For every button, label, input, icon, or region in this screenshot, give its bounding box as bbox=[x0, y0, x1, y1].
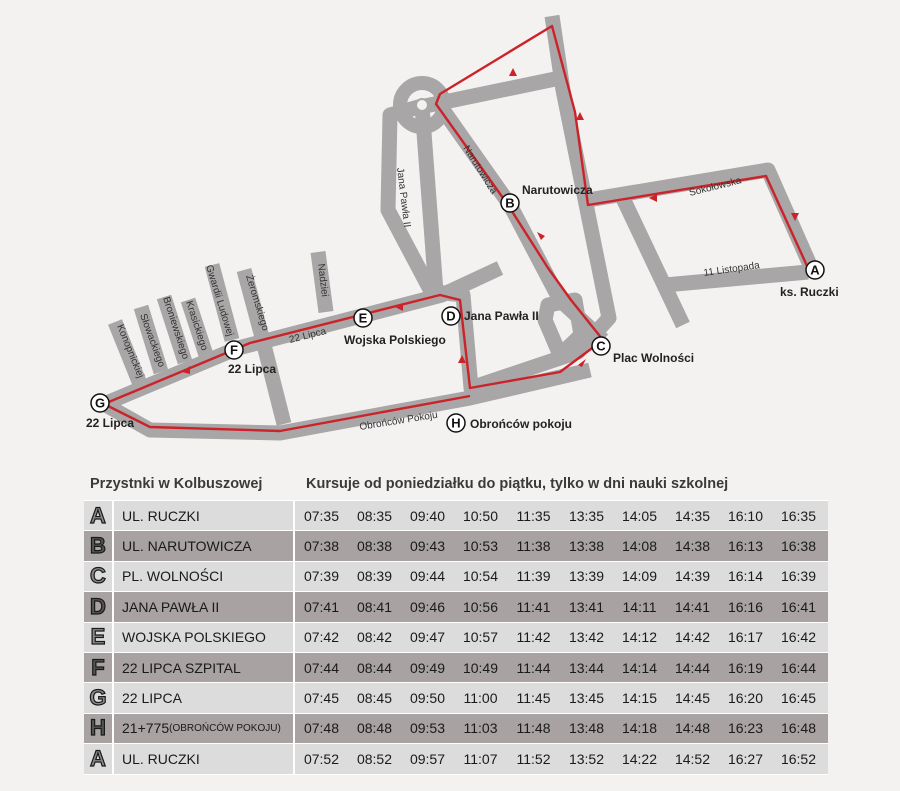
table-row bbox=[84, 652, 828, 682]
stop-name bbox=[114, 683, 295, 712]
stop-b-label: Narutowicza bbox=[522, 183, 593, 197]
departure-time: 11:38 bbox=[516, 538, 551, 555]
departure-time: 07:44 bbox=[303, 659, 340, 676]
departure-time: 14:05 bbox=[621, 507, 658, 524]
departure-time: 14:35 bbox=[674, 507, 711, 524]
street-label-sokolowska: Sokołowska bbox=[688, 175, 743, 199]
svg-text:H: H bbox=[451, 415, 461, 431]
departure-time: 11:42 bbox=[516, 629, 551, 646]
stop-letter-badge: D bbox=[84, 592, 114, 621]
departure-time: 13:42 bbox=[568, 629, 605, 646]
table-row bbox=[84, 743, 828, 774]
departure-time: 08:45 bbox=[356, 690, 393, 707]
departure-time: 08:41 bbox=[356, 598, 393, 615]
departure-time: 16:45 bbox=[780, 690, 817, 707]
departure-time: 16:17 bbox=[727, 629, 764, 646]
street-label-slowackiego: Słowackiego bbox=[137, 312, 167, 369]
departure-time: 14:44 bbox=[674, 659, 711, 676]
departure-time: 14:15 bbox=[621, 690, 658, 707]
departure-time: 16:20 bbox=[727, 690, 764, 707]
departure-time: 09:53 bbox=[409, 720, 446, 737]
svg-text:E: E bbox=[358, 310, 368, 326]
street-f-south bbox=[264, 345, 284, 424]
departure-time: 16:42 bbox=[780, 629, 817, 646]
stop-name-text: 22 LIPCA bbox=[122, 690, 182, 707]
table-row bbox=[84, 530, 828, 560]
departure-time: 11:52 bbox=[516, 750, 551, 767]
departure-time: 09:40 bbox=[409, 507, 446, 524]
departure-time: 11:41 bbox=[516, 598, 551, 615]
departure-time: 10:49 bbox=[462, 659, 499, 676]
departure-time: 10:56 bbox=[462, 598, 499, 615]
departure-time: 11:03 bbox=[463, 720, 498, 737]
svg-text:B: B bbox=[505, 195, 515, 211]
route-arrows bbox=[182, 68, 799, 374]
stop-name bbox=[114, 562, 295, 591]
departure-time: 11:45 bbox=[516, 690, 551, 707]
timetable-rows bbox=[84, 500, 828, 775]
departure-times bbox=[295, 714, 828, 743]
departure-time: 16:39 bbox=[780, 568, 817, 585]
departure-times bbox=[295, 531, 828, 560]
roundabout-center bbox=[416, 99, 428, 111]
departure-time: 10:57 bbox=[462, 629, 499, 646]
streets bbox=[104, 16, 810, 433]
departure-time: 09:50 bbox=[409, 690, 446, 707]
departure-time: 16:35 bbox=[780, 507, 817, 524]
stop-name bbox=[114, 714, 295, 743]
street-label-11-listopada: 11 Listopada bbox=[702, 260, 761, 279]
stop-name bbox=[114, 501, 295, 530]
stop-d[interactable] bbox=[442, 307, 539, 325]
departure-time: 14:41 bbox=[674, 598, 711, 615]
stop-name bbox=[114, 592, 295, 621]
street-label-broniewskiego: Broniewskiego bbox=[160, 295, 191, 361]
timetable bbox=[84, 470, 828, 775]
stop-letter-badge: G bbox=[84, 683, 114, 712]
departure-time: 16:52 bbox=[780, 750, 817, 767]
street-label-zeromskiego: Żeromskiego bbox=[243, 273, 271, 333]
departure-time: 14:12 bbox=[621, 629, 658, 646]
stop-name-sub: (OBROŃCÓW POKOJU) bbox=[169, 722, 281, 734]
departure-time: 14:42 bbox=[674, 629, 711, 646]
departure-time: 07:35 bbox=[303, 507, 340, 524]
departure-time: 07:39 bbox=[303, 568, 340, 585]
departure-time: 09:46 bbox=[409, 598, 446, 615]
street-label-konopnickiej: Konopnickiej bbox=[114, 323, 146, 380]
departure-time: 08:39 bbox=[356, 568, 393, 585]
service-note: Kursuje od poniedziałku do piątku, tylko w dni nauki szkolnej bbox=[306, 476, 729, 492]
departure-time: 11:35 bbox=[516, 507, 551, 524]
table-row bbox=[84, 591, 828, 621]
route-line bbox=[104, 26, 808, 431]
stop-e-label: Wojska Polskiego bbox=[344, 333, 446, 347]
departure-time: 13:38 bbox=[568, 538, 605, 555]
departure-time: 11:44 bbox=[516, 659, 551, 676]
stop-name-text: WOJSKA POLSKIEGO bbox=[122, 629, 266, 646]
stop-letter-badge: F bbox=[84, 653, 114, 682]
street-sokolowska bbox=[588, 170, 810, 265]
departure-times bbox=[295, 683, 828, 712]
departure-time: 13:39 bbox=[568, 568, 605, 585]
departure-time: 16:13 bbox=[727, 538, 764, 555]
departure-time: 14:38 bbox=[674, 538, 711, 555]
street-label-22-lipca: 22 Lipca bbox=[288, 326, 328, 346]
stop-name-text: 22 LIPCA SZPITAL bbox=[122, 659, 241, 676]
departure-time: 14:22 bbox=[621, 750, 658, 767]
departure-time: 11:07 bbox=[463, 750, 498, 767]
departure-time: 07:38 bbox=[303, 538, 340, 555]
svg-text:C: C bbox=[596, 338, 606, 354]
departure-time: 16:23 bbox=[727, 720, 764, 737]
departure-time: 08:44 bbox=[356, 659, 393, 676]
departure-time: 14:48 bbox=[674, 720, 711, 737]
departure-time: 16:14 bbox=[727, 568, 764, 585]
departure-time: 09:57 bbox=[409, 750, 446, 767]
table-row bbox=[84, 713, 828, 743]
departure-time: 16:44 bbox=[780, 659, 817, 676]
stop-letter-badge: A bbox=[84, 501, 114, 530]
departure-time: 08:52 bbox=[356, 750, 393, 767]
departure-time: 14:18 bbox=[621, 720, 658, 737]
departure-time: 08:42 bbox=[356, 629, 393, 646]
street-east bbox=[620, 192, 683, 325]
departure-time: 16:10 bbox=[727, 507, 764, 524]
departure-time: 16:48 bbox=[780, 720, 817, 737]
departure-times bbox=[295, 744, 828, 773]
stop-letter-badge: E bbox=[84, 623, 114, 652]
departure-time: 09:49 bbox=[409, 659, 446, 676]
departure-time: 09:47 bbox=[409, 629, 446, 646]
departure-times bbox=[295, 501, 828, 530]
stop-name-text: UL. RUCZKI bbox=[122, 750, 200, 767]
departure-time: 07:45 bbox=[303, 690, 340, 707]
departure-time: 16:41 bbox=[780, 598, 817, 615]
table-row bbox=[84, 682, 828, 712]
departure-time: 14:45 bbox=[674, 690, 711, 707]
svg-text:F: F bbox=[230, 342, 238, 358]
departure-times bbox=[295, 653, 828, 682]
departure-time: 08:35 bbox=[356, 507, 393, 524]
stop-c-label: Plac Wolności bbox=[613, 351, 695, 365]
departure-time: 13:35 bbox=[568, 507, 605, 524]
departure-time: 16:19 bbox=[727, 659, 764, 676]
departure-time: 14:52 bbox=[674, 750, 711, 767]
street-label-jana-pawla: Jana Pawła II bbox=[394, 167, 413, 228]
stop-name-text: UL. NARUTOWICZA bbox=[122, 538, 252, 555]
departure-time: 14:09 bbox=[621, 568, 658, 585]
departure-time: 14:14 bbox=[621, 659, 658, 676]
departure-time: 13:52 bbox=[568, 750, 605, 767]
stop-letter-badge: B bbox=[84, 531, 114, 560]
stop-name-text: 21+775 bbox=[122, 720, 170, 737]
departure-time: 07:41 bbox=[303, 598, 340, 615]
stop-c[interactable] bbox=[592, 337, 694, 365]
timetable-header bbox=[84, 470, 828, 500]
svg-text:A: A bbox=[810, 262, 820, 278]
departure-time: 16:16 bbox=[727, 598, 764, 615]
stop-g-label: 22 Lipca bbox=[86, 416, 135, 430]
stop-d-label: Jana Pawła II bbox=[464, 309, 539, 323]
table-row bbox=[84, 500, 828, 530]
stop-name bbox=[114, 623, 295, 652]
departure-time: 14:08 bbox=[621, 538, 658, 555]
stop-name bbox=[114, 531, 295, 560]
departure-time: 11:39 bbox=[516, 568, 551, 585]
departure-time: 09:44 bbox=[409, 568, 446, 585]
departure-time: 10:50 bbox=[462, 507, 499, 524]
departure-time: 16:27 bbox=[727, 750, 764, 767]
street-plac-inner bbox=[545, 300, 581, 355]
departure-time: 11:00 bbox=[463, 690, 498, 707]
departure-time: 13:41 bbox=[568, 598, 605, 615]
stop-h-label: Obrońców pokoju bbox=[470, 417, 572, 431]
departure-time: 08:38 bbox=[356, 538, 393, 555]
stop-letter-badge: H bbox=[84, 714, 114, 743]
departure-times bbox=[295, 592, 828, 621]
departure-time: 10:54 bbox=[462, 568, 499, 585]
street-label-nadziei: Nadziei bbox=[315, 263, 331, 298]
departure-time: 08:48 bbox=[356, 720, 393, 737]
stop-h[interactable] bbox=[447, 414, 572, 432]
stop-f-label: 22 Lipca bbox=[228, 362, 277, 376]
stop-name-text: UL. RUCZKI bbox=[122, 507, 200, 524]
departure-time: 13:45 bbox=[568, 690, 605, 707]
stops-header: Przystnki w Kolbuszowej bbox=[90, 476, 263, 492]
departure-time: 14:39 bbox=[674, 568, 711, 585]
departure-time: 13:48 bbox=[568, 720, 605, 737]
departure-times bbox=[295, 562, 828, 591]
departure-time: 11:48 bbox=[516, 720, 551, 737]
street-label-obroncow: Obrońców Pokoju bbox=[358, 409, 439, 433]
departure-time: 09:43 bbox=[409, 538, 446, 555]
table-row bbox=[84, 561, 828, 591]
departure-time: 16:38 bbox=[780, 538, 817, 555]
stop-name-text: PL. WOLNOŚCI bbox=[122, 568, 224, 585]
departure-time: 14:11 bbox=[622, 598, 657, 615]
street-label-gwardii: Gwardii Ludowej bbox=[203, 263, 236, 338]
stop-name bbox=[114, 744, 295, 773]
departure-times bbox=[295, 623, 828, 652]
stop-a-label: ks. Ruczki bbox=[780, 285, 839, 299]
street-label-narutowicza: Narutowicza bbox=[460, 143, 499, 197]
departure-time: 07:48 bbox=[303, 720, 340, 737]
stop-name-text: JANA PAWŁA II bbox=[122, 598, 220, 615]
stop-name bbox=[114, 653, 295, 682]
departure-time: 10:53 bbox=[462, 538, 499, 555]
departure-time: 07:52 bbox=[303, 750, 340, 767]
table-row bbox=[84, 622, 828, 652]
svg-text:D: D bbox=[446, 308, 456, 324]
stop-letter-badge: A bbox=[84, 744, 114, 773]
stop-letter-badge: C bbox=[84, 562, 114, 591]
street-label-krasickiego: Krasickiego bbox=[183, 299, 210, 353]
departure-time: 13:44 bbox=[568, 659, 605, 676]
svg-text:G: G bbox=[94, 395, 106, 411]
departure-time: 07:42 bbox=[303, 629, 340, 646]
